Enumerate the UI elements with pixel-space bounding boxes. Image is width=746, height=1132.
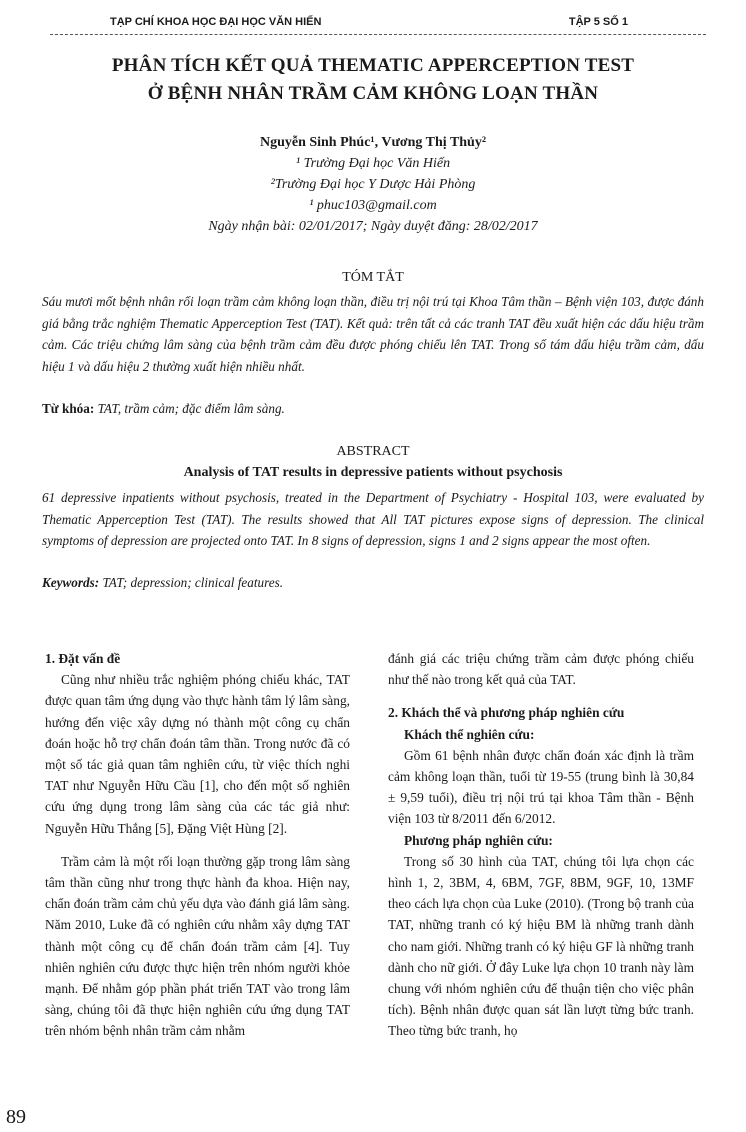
author-block [40,132,706,237]
paragraph: Gồm 61 bệnh nhân được chẩn đoán xác định là trầm cảm không loạn thần, tuổi từ 19-55 (trung bình là 30,84 ± 9,59 tuổi), điều trị nội trú tại khoa Tâm thần - Bệnh viện 103 từ 8/2011 đến 6/2012. [388,747,694,827]
abstract-heading: ABSTRACT [336,444,410,459]
paragraph: Cũng như nhiều trắc nghiệm phóng chiếu khác, TAT được quan tâm ứng dụng vào thực hành tâm lý lâm sàng, hướng đến việc xây dựng nó thành một công cụ chẩn đoán hoặc hỗ trợ chẩn đoán tâm thần. Trong nước đã có một số tác giả quan tâm nghiên cứu, từ việc thích nghi TAT như Nguyễn Hữu Cầu [1], cho đến một số nghiên cứu ứng dụng trong lâm sàng của các tác giả như: Nguyễn Hữu Thắng [5], Đặng Việt Hùng [2]. [45,672,350,836]
submission-dates: Ngày nhận bài: 02/01/2017; Ngày duyệt đăng: 28/02/2017 [208,219,538,234]
abstract-body: 61 depressive inpatients without psychosis, treated in the Department of Psychiatry - Hospital 103, were evaluated by Thematic Apperception Test (TAT). The results showed that All TAT pictures expose signs of depression. The clinical symptoms of depression are projected onto TAT. In 8 signs of depression, signs 1 and 2 signs appear the most often. [42,490,704,548]
subsection-heading: Phương pháp nghiên cứu: [404,832,553,848]
left-column [45,648,350,1042]
tomtat-heading: TÓM TẮT [342,270,404,285]
page-number: 89 [6,1106,26,1128]
volume-label: TẬP 5 SỐ 1 [568,16,628,28]
article-title [40,52,706,108]
author-names: Nguyễn Sinh Phúc¹, Vương Thị Thủy² [259,135,487,150]
journal-name: TẠP CHÍ KHOA HỌC ĐẠI HỌC VĂN HIẾN [110,16,322,28]
right-column [388,648,694,1042]
paragraph: Trong số 30 hình của TAT, chúng tôi lựa chọn các hình 1, 2, 3BM, 4, 6BM, 7GF, 8BM, 9GF, 10, 13MF theo cách lựa chọn của Luke (2010). (Trong bộ tranh của TAT, những tranh có ký hiệu BM là những tranh dành cho nam giới. Những tranh có ký hiệu GF là những tranh dành cho nữ giới. Ở đây Luke lựa chọn 10 tranh này làm chung với nhóm nghiên cứu để thuận tiện cho việc phân tích). Bệnh nhân được quan sát lần lượt từng bức tranh. Theo từng bức tranh, họ [388,853,694,1039]
tomtat-keywords [42,401,704,417]
running-header [60,14,686,38]
paragraph: Trầm cảm là một rối loạn thường gặp trong lâm sàng tâm thần cũng như trong thực hành đa khoa. Hiện nay, chẩn đoán trầm cảm chủ yếu dựa vào đánh giá lâm sàng. Năm 2010, Luke đã có nghiên cứu nhằm xây dựng TAT thành một công cụ để chẩn đoán trầm cảm [4]. Tuy nhiên nghiên cứu được thực hiện trên nhóm người khỏe mạnh. Để nhằm góp phần phát triển TAT vào trong lâm sàng, chúng tôi đã thực hiện nghiên cứu ứng dụng TAT trên nhóm bệnh nhân trầm cảm nhằm [45,853,350,1039]
author-email: ¹ phuc103@gmail.com [309,198,437,213]
affiliation-1: ¹ Trường Đại học Văn Hiến [295,156,451,171]
tomtat-keywords-text: TAT, trầm cảm; đặc điểm lâm sàng. [97,401,285,416]
section-1-heading: 1. Đặt vấn đề [45,651,121,666]
tomtat-body: Sáu mươi mốt bệnh nhân rối loạn trầm cảm không loạn thần, điều trị nội trú tại Khoa Tâm thần – Bệnh viện 103, được đánh giá bằng trắc nghiệm Thematic Apperception Test (TAT). Kết quả: trên tất cả các tranh TAT đều xuất hiện các dấu hiệu trầm cảm. Các triệu chứng lâm sàng của bệnh trầm cảm đều được phóng chiếu lên TAT. Trong số tám dấu hiệu trầm cảm, dấu hiệu 1 và dấu hiệu 2 thường xuất hiện nhiều nhất. [42,294,704,374]
paragraph: đánh giá các triệu chứng trầm cảm được phóng chiếu như thế nào trong kết quả của TAT. [388,651,694,688]
subsection-heading: Khách thể nghiên cứu: [404,726,535,742]
title-line-2: Ở BỆNH NHÂN TRẦM CẢM KHÔNG LOẠN THẦN [147,83,599,104]
affiliation-2: ²Trường Đại học Y Dược Hải Phòng [270,177,476,192]
abstract-keywords-label: Keywords: [42,575,100,590]
abstract-subtitle: Analysis of TAT results in depressive patients without psychosis [183,465,563,480]
section-2-heading: 2. Khách thể và phương pháp nghiên cứu [388,705,625,721]
tomtat-keywords-label: Từ khóa: [42,401,95,416]
title-line-1: PHÂN TÍCH KẾT QUẢ THEMATIC APPERCEPTION TEST [111,55,635,76]
header-rule [50,34,706,35]
abstract-keywords [42,575,704,591]
abstract-keywords-text: TAT; depression; clinical features. [102,575,284,590]
